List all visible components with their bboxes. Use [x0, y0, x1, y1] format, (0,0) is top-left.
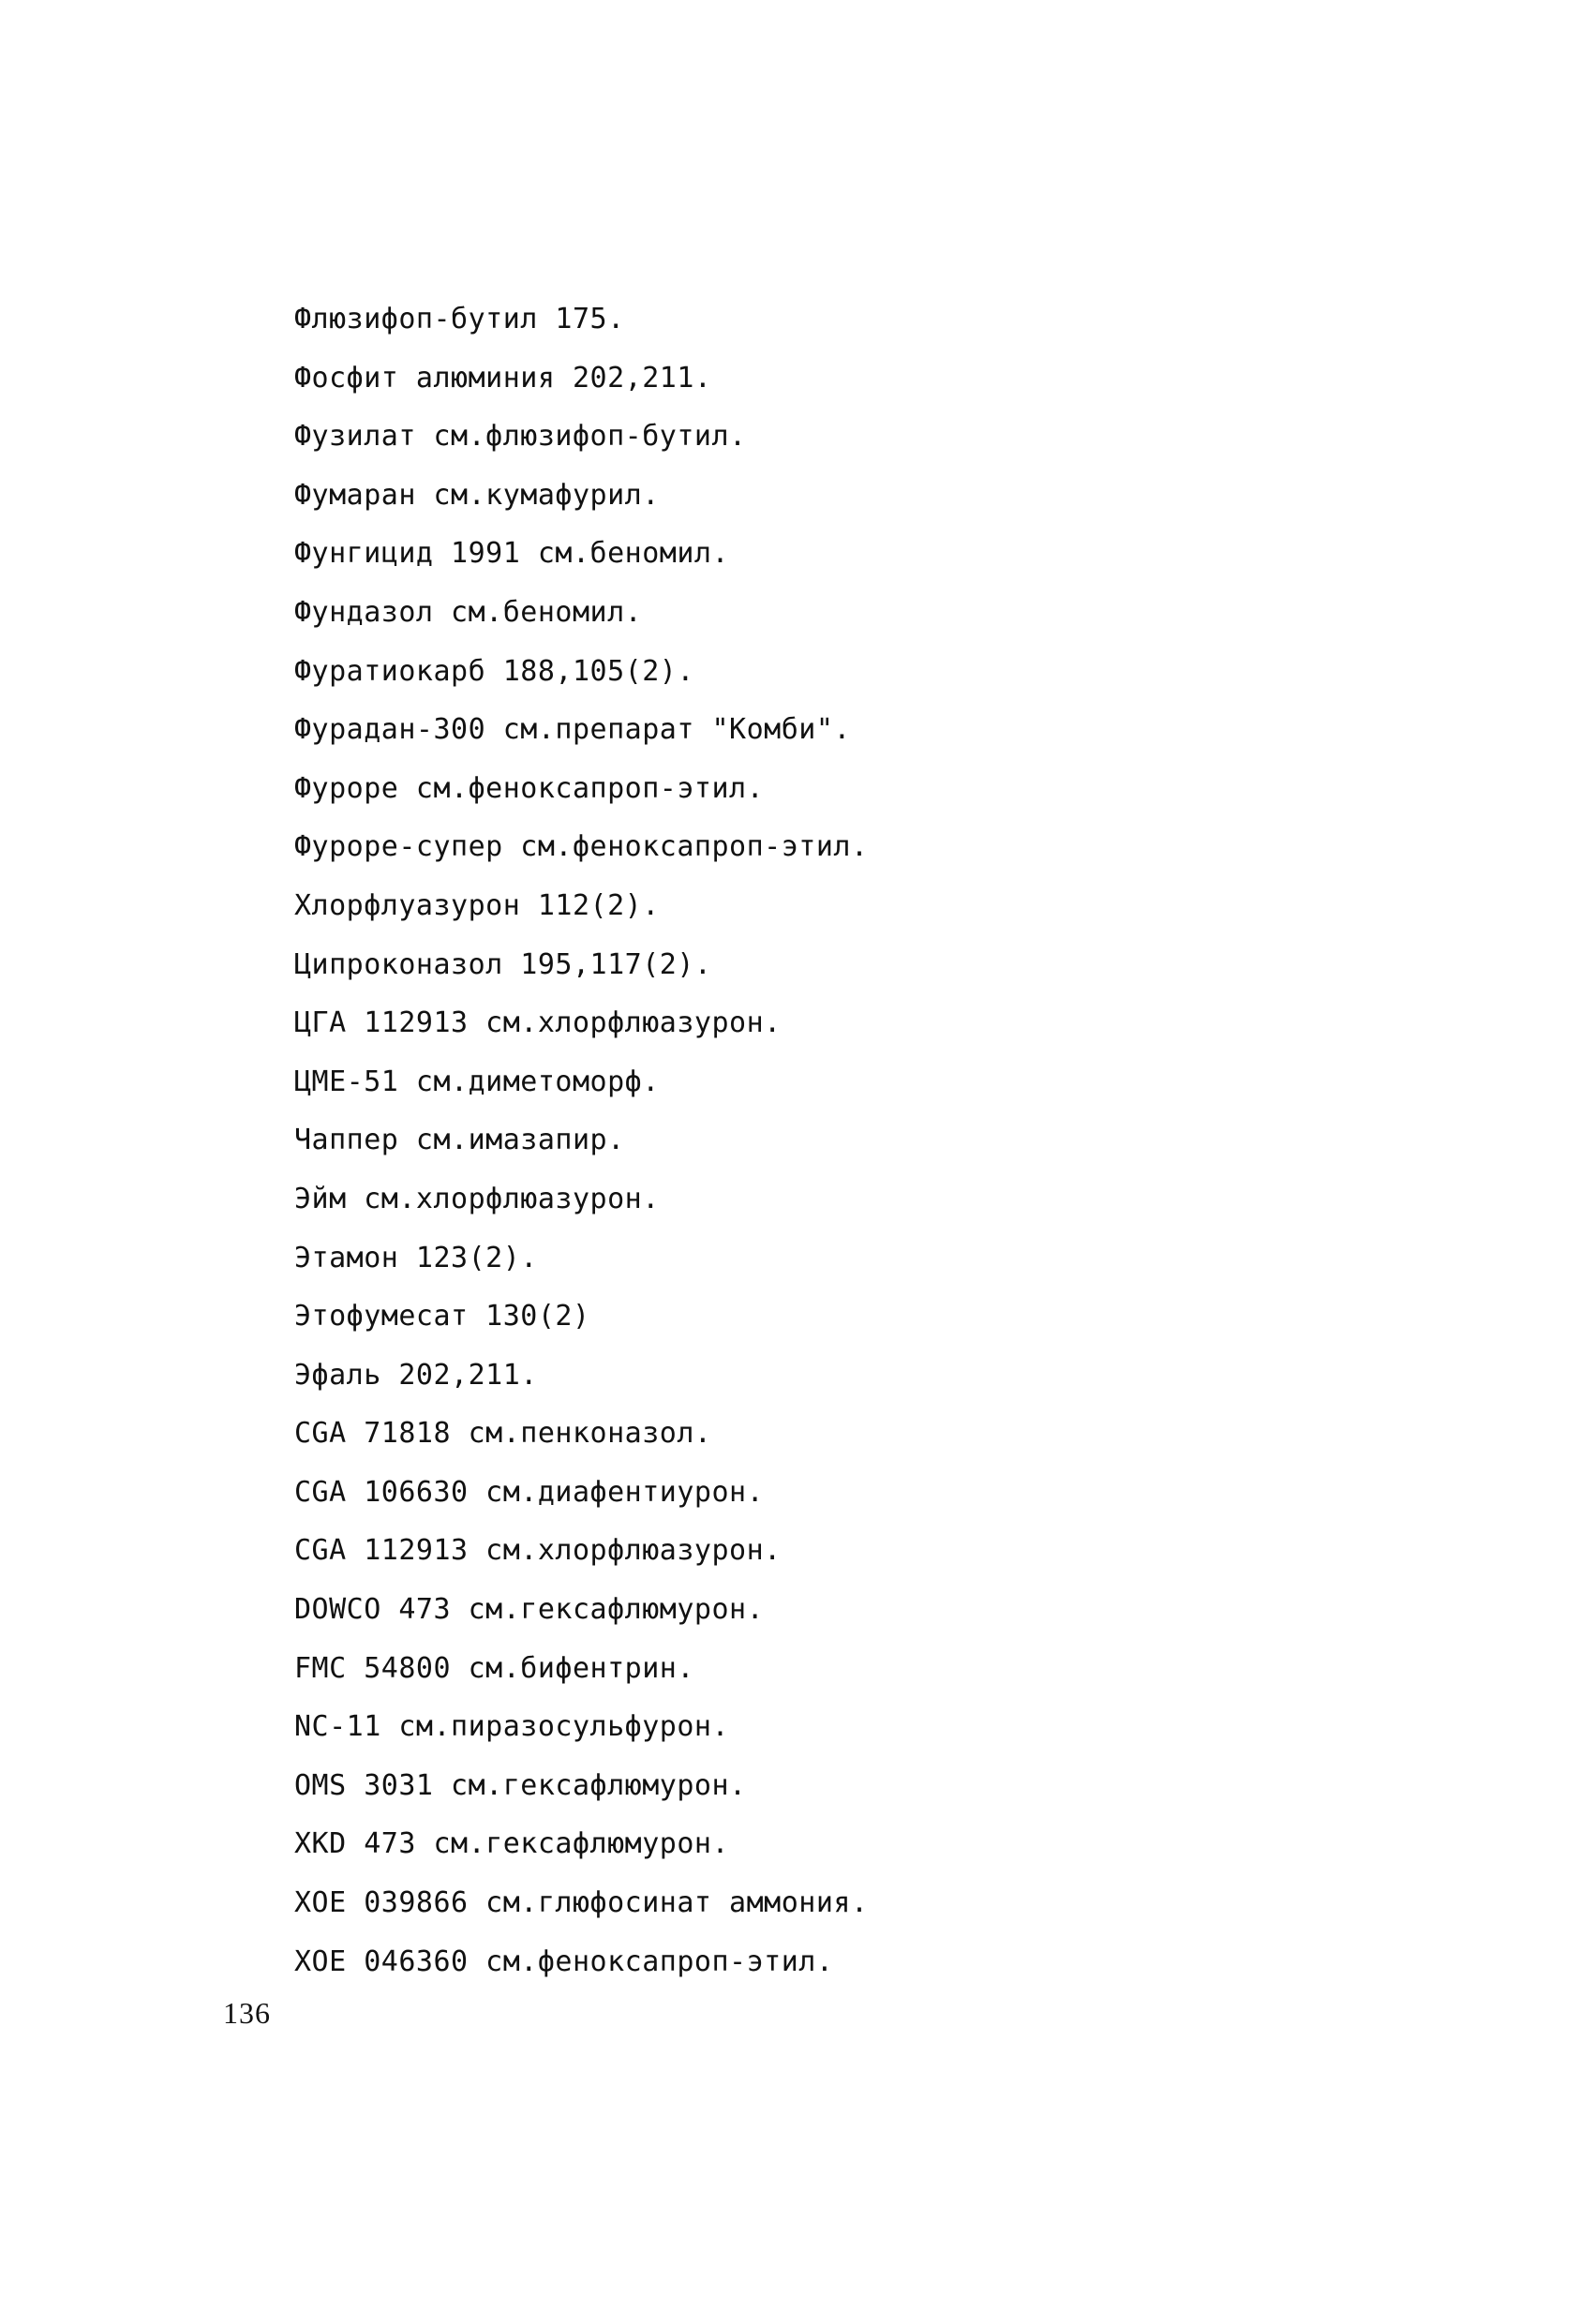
index-entry: NC-11 см.пиразосульфурон. — [294, 1710, 730, 1744]
index-entry: Фурадан-300 см.препарат "Комби". — [294, 713, 851, 747]
index-entry: Эйм см.хлорфлюазурон. — [294, 1182, 660, 1215]
index-entry: Флюзифоп-бутил 175. — [294, 303, 625, 335]
index-entry: ЦГА 112913 см.хлорфлюазурон. — [294, 1006, 782, 1040]
index-entry: Ципроконазол 195,117(2). — [294, 947, 712, 981]
index-entry: ЦМЕ-51 см.диметоморф. — [294, 1065, 660, 1098]
index-entry: Фуроре-супер см.феноксапроп-этил. — [294, 830, 869, 864]
index-entry: Фумаран см.кумафурил. — [294, 478, 660, 512]
index-entry: OMS 3031 см.гексафлюмурон. — [294, 1768, 747, 1802]
index-entry: Чаппер см.имазапир. — [294, 1124, 625, 1157]
index-entry: CGA 71818 см.пенконазол. — [294, 1417, 712, 1451]
index-entry: CGA 112913 см.хлорфлюазурон. — [294, 1534, 782, 1568]
index-entry: Фосфит алюминия 202,211. — [294, 361, 712, 395]
page-number: 136 — [223, 1996, 271, 2030]
index-entry: FMC 54800 см.бифентрин. — [294, 1651, 694, 1685]
index-entry: Фуроре см.феноксапроп-этил. — [294, 771, 765, 805]
index-entry: XOE 046360 см.феноксапроп-этил. — [294, 1944, 834, 1978]
index-entry: Этамон 123(2). — [294, 1241, 538, 1274]
index-entry: Этофумесат 130(2) — [294, 1300, 590, 1333]
index-entry: CGA 106630 см.диафентиурон. — [294, 1475, 765, 1509]
index-entry: Фузилат см.флюзифоп-бутил. — [294, 420, 747, 454]
index-entry: Хлорфлуазурон 112(2). — [294, 888, 660, 922]
index-entry: Эфаль 202,211. — [294, 1358, 538, 1392]
index-list — [294, 290, 869, 1991]
index-entry: Фунгицид 1991 см.беномил. — [294, 537, 730, 571]
index-entry: XOE 039866 см.глюфосинат аммония. — [294, 1886, 869, 1920]
index-entry: DOWCO 473 см.гексафлюмурон. — [294, 1593, 765, 1627]
index-entry: XKD 473 см.гексафлюмурон. — [294, 1827, 730, 1861]
index-entry: Фундазол см.беномил. — [294, 595, 643, 629]
index-entry: Фуратиокарб 188,105(2). — [294, 654, 694, 688]
